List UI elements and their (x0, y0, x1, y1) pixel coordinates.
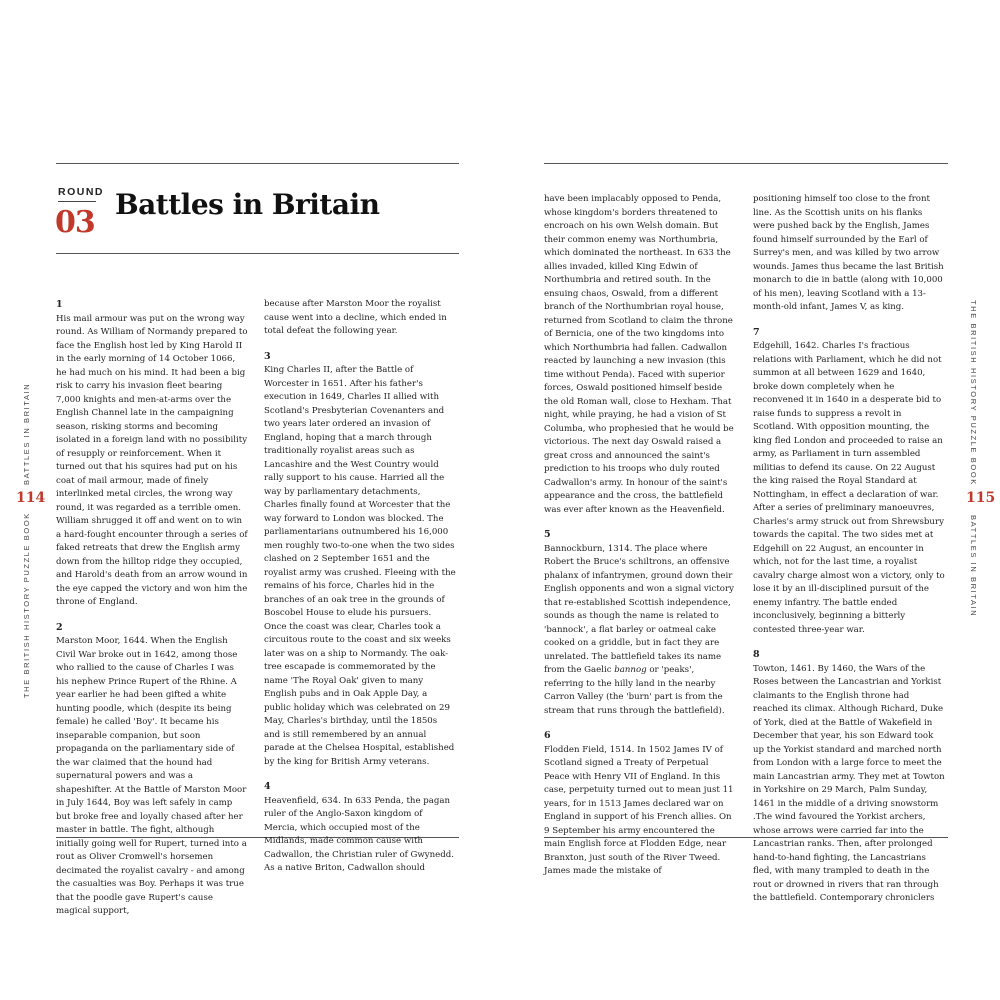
entry-text: Flodden Field, 1514. In 1502 James IV of Scotland signed a Treaty of Perpetual Peace with Henry VII of England. In this case, perpetuity turned out to mean just 11 years, for in 1513 James declared war on England in support of his French allies. On 9 September his army encountered the main English force at Flodden Edge, near Branxton, just south of the River Tweed. James made the mistake of (544, 744, 734, 876)
entry-3 (264, 350, 456, 770)
entry-text: King Charles II, after the Battle of Worcester in 1651. After his father's execution in 1649, Charles II allied with Scotland's Presbyterian Covenanters and two years later ordered an invasion of England, hoping that a march through traditionally royalist areas such as Lancashire and the West Country would rally support to his cause. Harried all the way by parliamentary detachments, Charles finally found at Worcester that the way forward to London was blocked. The parliamentarians outnumbered his 16,000 men roughly two-to-one when the two sides clashed on 2 September 1651 and the royalist army was crushed. Fleeing with the remains of his force, Charles hid in the branches of an oak tree in the grounds of Boscobel House to elude his pursuers. Once the coast was clear, Charles took a circuitous route to the coast and six weeks later was on a ship to Normandy. The oak-tree escapade is commemorated by the name 'The Royal Oak' given to many English pubs and in Oak Apple Day, a public holiday which was celebrated on 29 May, Charles's birthday, until the 1850s and is still remembered by an annual parade at the Chelsea Hospital, established by the king for British Army veterans. (264, 365, 456, 767)
entry-4 (264, 780, 456, 876)
round-number: 03 (55, 205, 95, 240)
entry-2 (56, 621, 248, 919)
entry-text: have been implacably opposed to Penda, whose kingdom's borders threatened to encroach on his own Welsh domain. But their common enemy was Northumbria, which dominated the northeast. In 633 the allies invaded, killed King Edwin of Northumbria and retired south. In the ensuing chaos, Oswald, from a different branch of the Northumbrian royal house, returned from Scotland to claim the throne of Bernicia, one of the two kingdoms into which Northumbria had fallen. Cadwallon reacted by launching a new invasion (this time without Penda). Faced with superior forces, Oswald positioned himself beside the old Roman wall, close to Hexham. That night, while praying, he had a vision of St Columba, who prophesied that he would be victorious. The next day Oswald raised a great cross and announced the saint's prediction to his troops who duly routed Cadwallon's army. In honour of the saint's appearance and the cross, the battlefield was ever after known as the Heavenfield. (544, 194, 734, 515)
entry-text: positioning himself too close to the front line. As the Scottish units on his flanks were pushed back by the English, James found himself surrounded by the Earl of Surrey's men, and was killed by two arrow wounds. James thus became the last British monarch to die in battle (along with 10,000 of his men), leaving Scotland with a 13-month-old infant, James V, as king. (753, 194, 944, 312)
page-number-right: 115 (966, 490, 996, 506)
entry-number: 2 (56, 621, 63, 633)
italic-term: bannog (614, 665, 647, 675)
column-3 (544, 193, 736, 890)
entry-text: Marston Moor, 1644. When the English Civil War broke out in 1642, among those who rallied to the cause of Charles I was his nephew Prince Rupert of the Rhine. A year earlier he had been gifted a white hunting poodle, which (despite its being female) he called 'Boy'. It became his inseparable companion, but soon propaganda on the parliamentary side of the war claimed that the hound had supernatural powers and was a shapeshifter. At the Battle of Marston Moor in July 1644, Boy was left safely in camp but broke free and loyally chased after her master in battle. The fight, although initially going well for Rupert, turned into a rout as Oliver Cromwell's horsemen decimated the royalist cavalry - and among the casualties was Boy. Perhaps it was true that the poodle gave Rupert's cause magical support, (56, 636, 247, 916)
entry-5 (544, 528, 736, 718)
entry-number: 7 (753, 326, 760, 338)
title-rule-left (56, 253, 459, 254)
right-running-head-top: THE BRITISH HISTORY PUZZLE BOOK (969, 300, 978, 486)
entry-number: 8 (753, 649, 760, 660)
entry-number: 4 (264, 781, 271, 792)
entry-text: Heavenfield, 634. In 633 Penda, the pagan ruler of the Anglo-Saxon kingdom of Mercia, which occupied most of the Midlands, made common cause with Cadwallon, the Christian ruler of Gwynedd. As a native Briton, Cadwallon should (264, 795, 454, 873)
top-rule-right (544, 163, 948, 164)
chapter-title: Battles in Britain (115, 188, 380, 221)
round-label: ROUND (58, 186, 104, 198)
left-running-head-bottom: THE BRITISH HISTORY PUZZLE BOOK (22, 512, 31, 698)
entry-text-part: Bannockburn, 1314. The place where Robert the Bruce's schiltrons, an offensive phalanx of infantrymen, ground down their English opponents and won a signal victory that re-established Scottish independence, sounds as though the name is related to 'bannock', a flat barley or oatmeal cake cooked on a griddle, but in fact they are unrelated. The battlefield takes its name from the Gaelic (544, 543, 734, 675)
round-divider (58, 201, 96, 202)
entry-8 (753, 648, 945, 906)
entry-4-continued (544, 193, 736, 517)
entry-text-part: or 'peaks', referring to the hilly land in the nearby Carron Valley (the 'burn' part is from the stream that runs through the battlefield). (544, 665, 725, 716)
entry-text: Towton, 1461. By 1460, the Wars of the Roses between the Lancastrian and Yorkist claimants to the English throne had reached its climax. Although Richard, Duke of York, died at the Battle of Wakefield in December that year, his son Edward took up the Yorkist standard and marched north from London with a large force to meet the main Lancastrian army. They met at Towton in Yorkshire on 29 March, Palm Sunday, 1461 in the middle of a driving snowstorm .The wind favoured the Yorkist archers, whose arrows were carried far into the Lancastrian ranks. Then, after prolonged hand-to-hand fighting, the Lancastrians fled, with many trampled to death in the rout or drowned in rivers that ran through the battlefield. Contemporary chroniclers (753, 663, 945, 903)
entry-7 (753, 326, 945, 638)
right-running-head-bottom: BATTLES IN BRITAIN (969, 515, 978, 618)
entry-2-continued (264, 298, 456, 339)
entry-text: Edgehill, 1642. Charles I's fractious relations with Parliament, which he did not summon at all between 1629 and 1640, broke down completely when he reconvened it in 1640 in a desperate bid to raise funds to suppress a revolt in Scotland. With opposition mounting, the king fled London and proceeded to raise an army, as Parliament in turn assembled militias to defend its cause. On 22 August the king raised the Royal Standard at Nottingham, in effect a declaration of war. After a series of preliminary manoeuvres, Charles's army struck out from Shrewsbury towards the capital. The two sides met at Edgehill on 22 August, an encounter in which, not for the last time, a royalist cavalry charge almost won a victory, only to lose it by an ill-disciplined pursuit of the enemy infantry. The battle ended inconclusively, beginning a bitterly contested three-year war. (753, 341, 945, 635)
entry-number: 1 (56, 299, 63, 310)
entry-text: because after Marston Moor the royalist cause went into a decline, which ended in total defeat the following year. (264, 299, 447, 336)
entry-6-continued (753, 193, 945, 315)
entry-number: 5 (544, 529, 551, 540)
column-4 (753, 193, 945, 917)
entry-number: 3 (264, 350, 271, 362)
entry-1 (56, 298, 248, 610)
left-running-head-top: BATTLES IN BRITAIN (22, 382, 31, 485)
column-1 (56, 298, 248, 930)
page-number-left: 114 (16, 490, 46, 506)
entry-text: His mail armour was put on the wrong way round. As William of Normandy prepared to face the English host led by King Harold II in the early morning of 14 October 1066, he had much on his mind. It had been a big risk to carry his invasion fleet bearing 7,000 knights and men-at-arms over the English Channel late in the campaigning season, risking storms and becoming isolated in a foreign land with no possibility of resupply or reinforcement. When it turned out that his squires had put on his coat of mail armour, made of finely interlinked metal circles, the wrong way round, it was regarded as a terrible omen. William shrugged it off and went on to win a hard-fought encounter through a series of faked retreats that drew the English army down from the hilltop ridge they occupied, and Harold's death from an arrow wound in the eye capped the victory and won him the throne of England. (56, 313, 248, 607)
entry-text (544, 543, 736, 719)
top-rule-left (56, 163, 459, 164)
entry-number: 6 (544, 730, 551, 741)
entry-6 (544, 729, 736, 879)
column-2 (264, 298, 456, 887)
